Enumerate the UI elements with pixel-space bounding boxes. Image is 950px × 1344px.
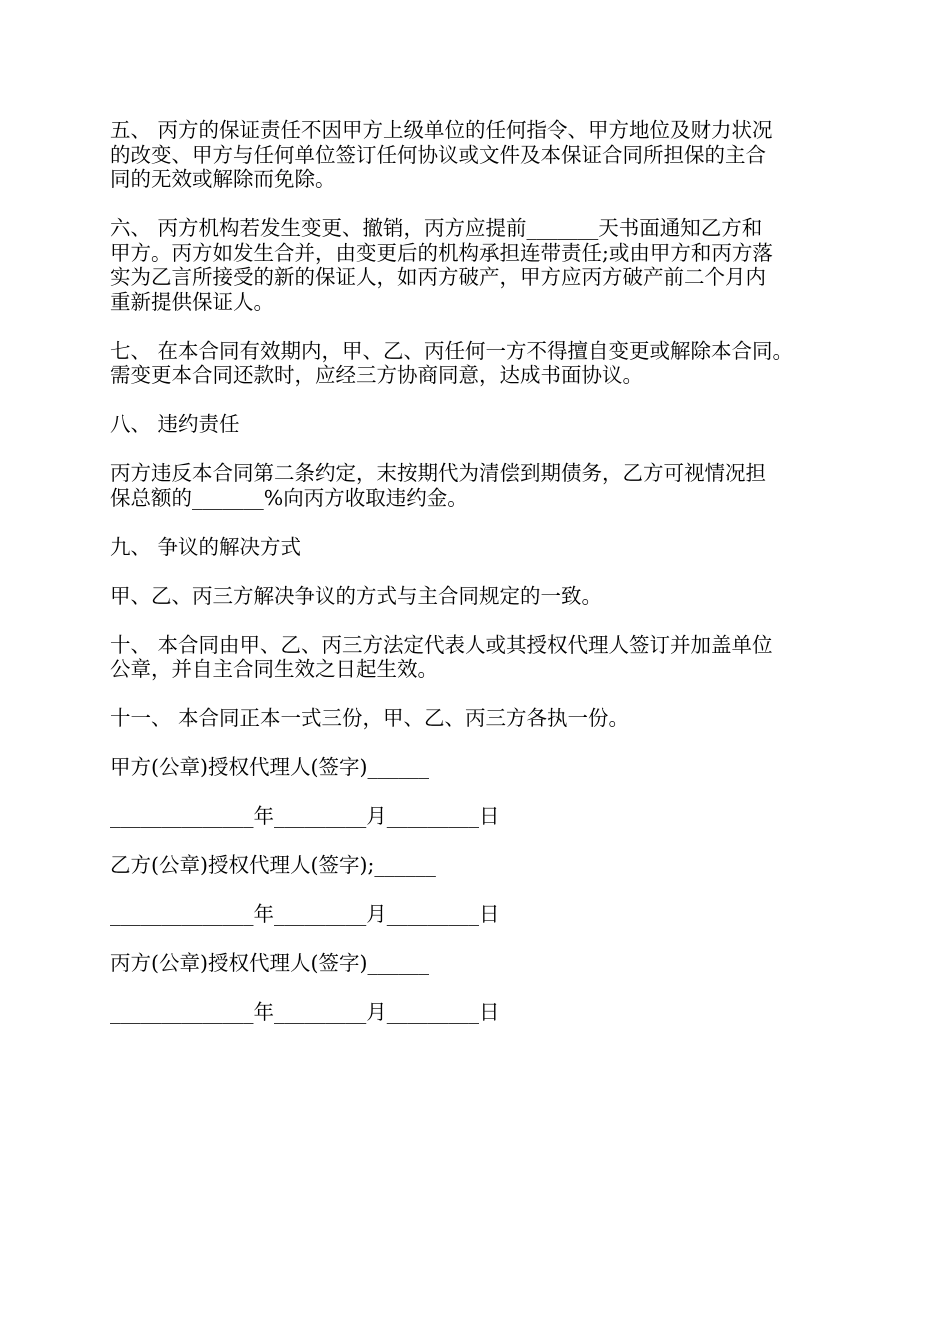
text-line: 需变更本合同还款时，应经三方协商同意，达成书面协议。 (110, 363, 643, 387)
text-line: 十一、 本合同正本一式三份，甲、乙、丙三方各执一份。 (110, 706, 630, 730)
dispute-paragraph (110, 584, 855, 609)
text-line: 重新提供保证人。 (110, 289, 274, 314)
text-line: 甲、乙、丙三方解决争议的方式与主合同规定的一致。 (110, 583, 602, 608)
paragraph-gap (110, 829, 855, 854)
clause-8-heading (110, 412, 855, 437)
paragraph-gap (110, 437, 855, 462)
text-line: 公章，并自主合同生效之日起生效。 (110, 657, 438, 681)
paragraph-gap (110, 559, 855, 584)
party-b-date: ______________年_________月_________日 (110, 902, 500, 926)
breach-paragraph (110, 461, 855, 510)
party-b-signature: 乙方(公章)授权代理人(签字);______ (110, 853, 436, 877)
text-line: 七、 在本合同有效期内，甲、乙、丙任何一方不得擅自变更或解除本合同。 (110, 338, 794, 363)
paragraph-gap (110, 510, 855, 535)
text-line: 八、 违约责任 (110, 412, 240, 436)
party-a-date: ______________年_________月_________日 (110, 804, 500, 828)
clause-11 (110, 706, 855, 731)
paragraph-gap (110, 388, 855, 413)
clause-9-heading (110, 535, 855, 560)
paragraph-gap (110, 314, 855, 339)
clause-6 (110, 216, 855, 314)
text-line: 的改变、甲方与任何单位签订任何协议或文件及本保证合同所担保的主合 (110, 142, 766, 167)
paragraph-gap (110, 976, 855, 1001)
party-c-signature: 丙方(公章)授权代理人(签字)______ (110, 951, 429, 975)
paragraph-gap (110, 192, 855, 217)
text-line: 六、 丙方机构若发生变更、撤销，丙方应提前_______天书面通知乙方和 (110, 216, 763, 240)
text-line: 九、 争议的解决方式 (110, 534, 302, 559)
clause-5 (110, 118, 855, 192)
text-line: 十、 本合同由甲、乙、丙三方法定代表人或其授权代理人签订并加盖单位 (110, 632, 773, 657)
paragraph-gap (110, 780, 855, 805)
contract-page (110, 118, 855, 1025)
paragraph-gap (110, 878, 855, 903)
paragraph-gap (110, 927, 855, 952)
clause-7 (110, 339, 855, 388)
text-line: 甲方。丙方如发生合并，由变更后的机构承担连带责任;或由甲方和丙方落 (110, 240, 773, 265)
text-line: 五、 丙方的保证责任不因甲方上级单位的任何指令、甲方地位及财力状况 (110, 118, 773, 142)
text-line: 保总额的_______%向丙方收取违约金。 (110, 485, 468, 510)
party-c-date: ______________年_________月_________日 (110, 1000, 500, 1024)
paragraph-gap (110, 731, 855, 756)
paragraph-gap (110, 682, 855, 707)
paragraph-gap (110, 608, 855, 633)
text-line: 同的无效或解除而免除。 (110, 167, 336, 191)
clause-10 (110, 633, 855, 682)
text-line: 实为乙言所接受的新的保证人，如丙方破产，甲方应丙方破产前二个月内 (110, 265, 766, 289)
text-line: 丙方违反本合同第二条约定，末按期代为清偿到期债务，乙方可视情况担 (110, 461, 766, 485)
party-a-signature: 甲方(公章)授权代理人(签字)______ (110, 755, 429, 779)
